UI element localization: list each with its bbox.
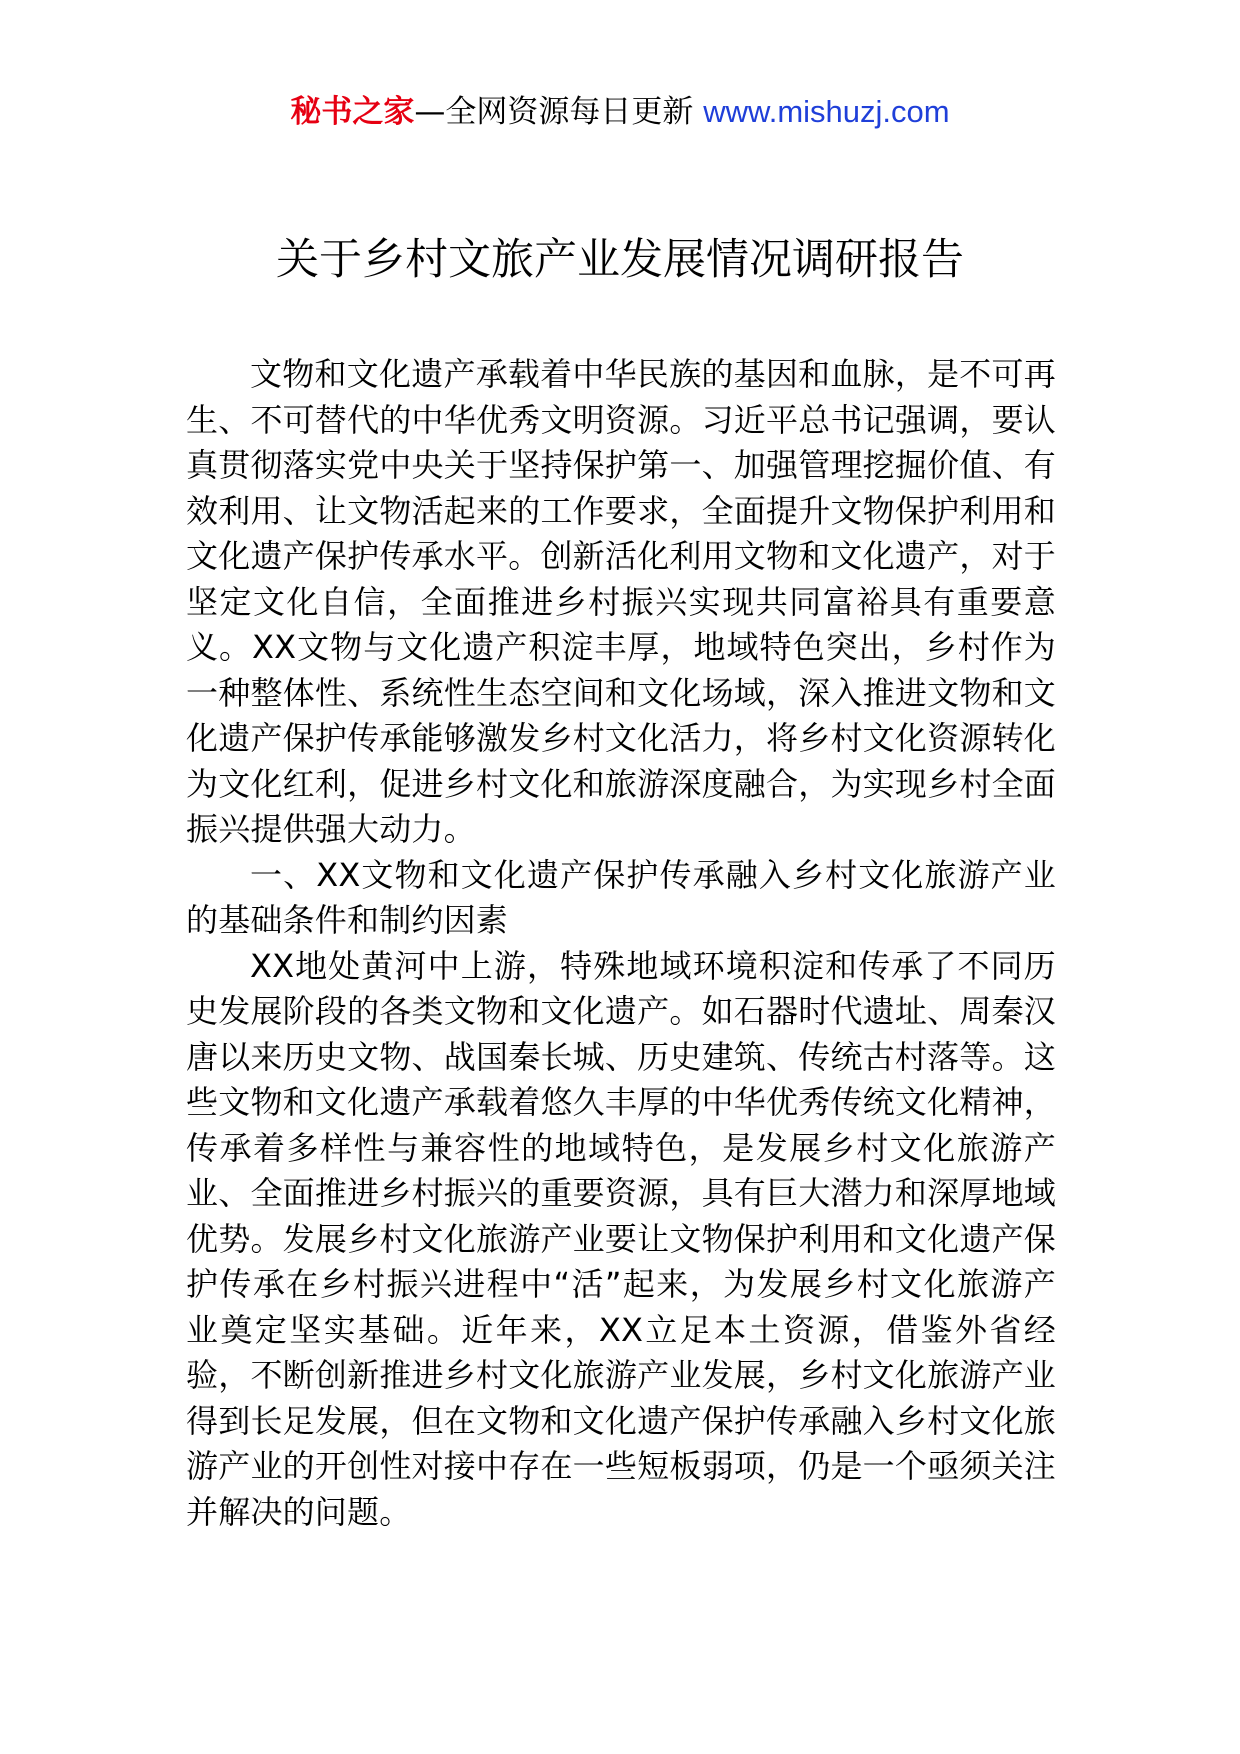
document-body bbox=[186, 352, 1056, 1535]
document-title: 关于乡村文旅产业发展情况调研报告 bbox=[276, 235, 964, 285]
section-heading-1: 一、XX文物和文化遗产保护传承融入乡村文化旅游产业的基础条件和制约因素 bbox=[186, 855, 1056, 939]
intro-paragraph: 文物和文化遗产承载着中华民族的基因和血脉，是不可再生、不可替代的中华优秀文明资源。习近平总书记强调，要认真贯彻落实党中央关于坚持保护第一、加强管理挖掘价值、有效利用、让文物活起来的工作要求，全面提升文物保护利用和文化遗产保护传承水平。创新活化利用文物和文化遗产，对于坚定文化自信，全面推进乡村振兴实现共同富裕具有重要意义。XX文物与文化遗产积淀丰厚，地域特色突出，乡村作为一种整体性、系统性生态空间和文化场域，深入推进文物和文化遗产保护传承能够激发乡村文化活力，将乡村文化资源转化为文化红利，促进乡村文化和旅游深度融合，为实现乡村全面振兴提供强大动力。 bbox=[186, 355, 1056, 848]
section-1-paragraph: XX地处黄河中上游，特殊地域环境积淀和传承了不同历史发展阶段的各类文物和文化遗产。如石器时代遗址、周秦汉唐以来历史文物、战国秦长城、历史建筑、传统古村落等。这些文物和文化遗产承载着悠久丰厚的中华优秀传统文化精神，传承着多样性与兼容性的地域特色，是发展乡村文化旅游产业、全面推进乡村振兴的重要资源，具有巨大潜力和深厚地域优势。发展乡村文化旅游产业要让文物保护利用和文化遗产保护传承在乡村振兴进程中“活”起来，为发展乡村文化旅游产业奠定坚实基础。近年来，XX立足本土资源，借鉴外省经验，不断创新推进乡村文化旅游产业发展，乡村文化旅游产业得到长足发展，但在文物和文化遗产保护传承融入乡村文化旅游产业的开创性对接中存在一些短板弱项，仍是一个亟须关注并解决的问题。 bbox=[186, 946, 1056, 1531]
brand-name: 秘书之家 bbox=[290, 94, 415, 130]
site-tagline: —全网资源每日更新 bbox=[414, 94, 704, 130]
site-url-link[interactable]: www.mishuzj.com bbox=[703, 94, 950, 129]
site-header bbox=[0, 92, 1240, 132]
